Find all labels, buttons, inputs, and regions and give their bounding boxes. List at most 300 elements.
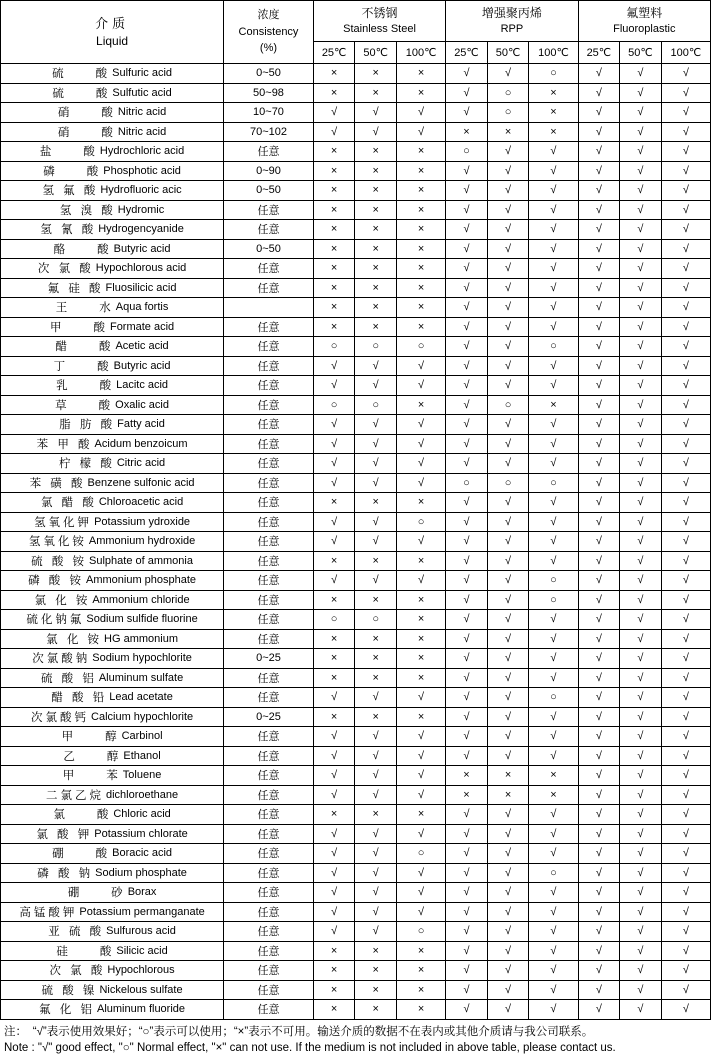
- rating-cell: √: [313, 434, 355, 454]
- liquid-name-cell: [1, 824, 224, 844]
- rating-cell: √: [355, 512, 397, 532]
- material-2-cn: 氟塑料: [626, 5, 663, 20]
- table-row: [1, 278, 711, 298]
- rating-cell: √: [446, 200, 488, 220]
- rating-cell: ○: [355, 337, 397, 357]
- liquid-name-cell: [1, 415, 224, 435]
- rating-cell: √: [620, 571, 662, 591]
- rating-cell: ○: [529, 688, 578, 708]
- rating-cell: √: [487, 278, 529, 298]
- rating-cell: √: [487, 434, 529, 454]
- rating-cell: √: [661, 493, 710, 513]
- liquid-name-en: Fluosilicic acid: [105, 281, 177, 294]
- rating-cell: √: [446, 239, 488, 259]
- material-1-en: RPP: [500, 22, 524, 35]
- rating-cell: √: [313, 922, 355, 942]
- rating-cell: √: [446, 298, 488, 318]
- rating-cell: √: [446, 590, 488, 610]
- consistency-cell: 0~50: [224, 64, 314, 84]
- liquid-name-en: Toluene: [122, 769, 162, 782]
- table-row: [1, 707, 711, 727]
- liquid-name-cell: [1, 532, 224, 552]
- rating-cell: ×: [313, 142, 355, 162]
- table-row: [1, 610, 711, 630]
- rating-cell: √: [487, 1000, 529, 1020]
- rating-cell: ×: [396, 493, 445, 513]
- liquid-name-en: Benzene sulfonic acid: [87, 476, 195, 489]
- rating-cell: √: [487, 980, 529, 1000]
- rating-cell: √: [661, 434, 710, 454]
- rating-cell: √: [578, 512, 620, 532]
- liquid-name-cn: 氢 氟 酸: [42, 185, 99, 198]
- rating-cell: ×: [355, 142, 397, 162]
- rating-cell: ×: [487, 766, 529, 786]
- rating-cell: ×: [355, 161, 397, 181]
- rating-cell: √: [578, 259, 620, 279]
- rating-cell: √: [578, 142, 620, 162]
- rating-cell: √: [661, 824, 710, 844]
- consistency-cell: 任意: [224, 356, 314, 376]
- table-row: [1, 1000, 711, 1020]
- rating-cell: √: [620, 493, 662, 513]
- rating-cell: ×: [396, 805, 445, 825]
- rating-cell: √: [446, 863, 488, 883]
- rating-cell: ×: [396, 161, 445, 181]
- table-row: [1, 824, 711, 844]
- rating-cell: √: [487, 142, 529, 162]
- rating-cell: √: [529, 239, 578, 259]
- rating-cell: √: [661, 688, 710, 708]
- rating-cell: √: [661, 707, 710, 727]
- rating-cell: √: [620, 961, 662, 981]
- consistency-cell: 任意: [224, 629, 314, 649]
- rating-cell: √: [578, 181, 620, 201]
- table-row: [1, 200, 711, 220]
- rating-cell: √: [578, 83, 620, 103]
- rating-cell: √: [661, 571, 710, 591]
- liquid-name-cell: [1, 83, 224, 103]
- liquid-name-en: Hypochlorous acid: [95, 262, 187, 275]
- table-row: [1, 727, 711, 747]
- rating-cell: √: [446, 688, 488, 708]
- liquid-name-cn: 硅 酸: [56, 945, 115, 958]
- rating-cell: √: [620, 766, 662, 786]
- rating-cell: √: [661, 415, 710, 435]
- rating-cell: √: [578, 766, 620, 786]
- table-row: [1, 142, 711, 162]
- consistency-cell: 任意: [224, 454, 314, 474]
- liquid-name-en: Oxalic acid: [115, 398, 169, 411]
- liquid-name-cell: [1, 395, 224, 415]
- rating-cell: √: [446, 278, 488, 298]
- consistency-cell: 50~98: [224, 83, 314, 103]
- liquid-name-cell: [1, 259, 224, 279]
- liquid-name-cn: 苯 磺 酸: [29, 477, 86, 490]
- rating-cell: ×: [313, 83, 355, 103]
- rating-cell: √: [396, 415, 445, 435]
- liquid-name-cn: 硝 酸: [57, 107, 116, 120]
- rating-cell: √: [620, 532, 662, 552]
- header-material-rpp: [446, 1, 578, 42]
- liquid-name-cn: 氢氧化钾: [34, 516, 93, 529]
- liquid-name-cn: 氢氧化铵: [28, 536, 87, 549]
- liquid-name-cn: 甲 酸: [49, 321, 108, 334]
- rating-cell: ×: [446, 766, 488, 786]
- rating-cell: √: [578, 434, 620, 454]
- header-temp-1-2: 100℃: [529, 41, 578, 63]
- rating-cell: √: [661, 317, 710, 337]
- rating-cell: √: [529, 356, 578, 376]
- rating-cell: √: [620, 122, 662, 142]
- rating-cell: √: [313, 532, 355, 552]
- liquid-name-cell: [1, 317, 224, 337]
- rating-cell: ×: [396, 83, 445, 103]
- rating-cell: √: [487, 532, 529, 552]
- rating-cell: √: [396, 122, 445, 142]
- liquid-name-cn: 氯 酸: [53, 809, 112, 822]
- rating-cell: √: [620, 434, 662, 454]
- rating-cell: √: [529, 1000, 578, 1020]
- rating-cell: √: [355, 727, 397, 747]
- rating-cell: √: [578, 883, 620, 903]
- rating-cell: ×: [313, 629, 355, 649]
- rating-cell: √: [578, 473, 620, 493]
- rating-cell: √: [661, 883, 710, 903]
- liquid-name-en: dichloroethane: [105, 788, 179, 801]
- liquid-name-cn: 硫 酸 铝: [40, 672, 97, 685]
- rating-cell: √: [661, 980, 710, 1000]
- rating-cell: ×: [313, 220, 355, 240]
- rating-cell: √: [661, 844, 710, 864]
- rating-cell: √: [446, 532, 488, 552]
- rating-cell: √: [661, 922, 710, 942]
- liquid-name-en: Butyric acid: [113, 359, 171, 372]
- liquid-name-cn: 磷 酸: [43, 165, 102, 178]
- liquid-name-cn: 氯 酸 钾: [36, 828, 93, 841]
- liquid-name-cell: [1, 766, 224, 786]
- liquid-name-en: Hydrochloric acid: [99, 145, 185, 158]
- rating-cell: ×: [355, 707, 397, 727]
- rating-cell: ×: [313, 493, 355, 513]
- table-row: [1, 220, 711, 240]
- table-row: [1, 512, 711, 532]
- liquid-name-cn: 脂 肪 酸: [59, 419, 116, 432]
- rating-cell: √: [487, 883, 529, 903]
- table-row: [1, 395, 711, 415]
- rating-cell: √: [446, 454, 488, 474]
- rating-cell: √: [355, 376, 397, 396]
- rating-cell: √: [487, 805, 529, 825]
- rating-cell: √: [446, 610, 488, 630]
- rating-cell: ×: [355, 668, 397, 688]
- liquid-name-cell: [1, 473, 224, 493]
- rating-cell: ×: [396, 961, 445, 981]
- rating-cell: √: [661, 239, 710, 259]
- rating-cell: √: [446, 805, 488, 825]
- rating-cell: √: [487, 571, 529, 591]
- rating-cell: √: [529, 902, 578, 922]
- rating-cell: √: [578, 590, 620, 610]
- consistency-cell: 任意: [224, 473, 314, 493]
- rating-cell: √: [446, 181, 488, 201]
- rating-cell: ×: [396, 278, 445, 298]
- liquid-name-cell: [1, 103, 224, 123]
- rating-cell: √: [578, 337, 620, 357]
- rating-cell: √: [313, 883, 355, 903]
- rating-cell: √: [620, 64, 662, 84]
- table-row: [1, 902, 711, 922]
- liquid-name-cell: [1, 727, 224, 747]
- rating-cell: √: [620, 454, 662, 474]
- rating-cell: √: [661, 668, 710, 688]
- rating-cell: √: [620, 356, 662, 376]
- liquid-name-en: Chloroacetic acid: [98, 496, 184, 509]
- table-row: [1, 415, 711, 435]
- rating-cell: √: [355, 454, 397, 474]
- rating-cell: √: [487, 200, 529, 220]
- rating-cell: ×: [396, 980, 445, 1000]
- rating-cell: ×: [313, 961, 355, 981]
- rating-cell: √: [355, 844, 397, 864]
- consistency-cell: 任意: [224, 571, 314, 591]
- rating-cell: ○: [487, 103, 529, 123]
- liquid-name-cn: 硫 酸: [52, 68, 111, 81]
- rating-cell: √: [487, 259, 529, 279]
- rating-cell: ×: [355, 220, 397, 240]
- rating-cell: √: [578, 1000, 620, 1020]
- liquid-name-cn: 柠 檬 酸: [58, 458, 115, 471]
- liquid-name-cell: [1, 805, 224, 825]
- consistency-cell: 0~50: [224, 239, 314, 259]
- rating-cell: √: [487, 493, 529, 513]
- liquid-name-cell: [1, 980, 224, 1000]
- rating-cell: √: [529, 922, 578, 942]
- liquid-name-en: Lead acetate: [109, 691, 173, 704]
- rating-cell: √: [661, 629, 710, 649]
- rating-cell: √: [620, 863, 662, 883]
- rating-cell: √: [396, 746, 445, 766]
- liquid-name-en: Citric acid: [116, 457, 166, 470]
- liquid-name-cell: [1, 434, 224, 454]
- rating-cell: √: [396, 688, 445, 708]
- rating-cell: √: [313, 766, 355, 786]
- consistency-cell: 任意: [224, 512, 314, 532]
- rating-cell: √: [446, 337, 488, 357]
- liquid-name-cell: [1, 668, 224, 688]
- rating-cell: ○: [487, 395, 529, 415]
- table-row: [1, 961, 711, 981]
- liquid-name-cn: 盐 酸: [39, 146, 98, 159]
- rating-cell: ×: [396, 551, 445, 571]
- rating-cell: √: [578, 220, 620, 240]
- rating-cell: √: [620, 883, 662, 903]
- rating-cell: ×: [529, 122, 578, 142]
- header-material-stainless-steel: [313, 1, 445, 42]
- rating-cell: √: [620, 746, 662, 766]
- rating-cell: √: [446, 415, 488, 435]
- rating-cell: ×: [313, 590, 355, 610]
- rating-cell: √: [529, 142, 578, 162]
- rating-cell: √: [661, 590, 710, 610]
- rating-cell: √: [313, 512, 355, 532]
- rating-cell: ○: [529, 590, 578, 610]
- rating-cell: ×: [355, 551, 397, 571]
- rating-cell: ×: [355, 493, 397, 513]
- consistency-cell: [224, 298, 314, 318]
- rating-cell: √: [620, 142, 662, 162]
- consistency-cell: 任意: [224, 278, 314, 298]
- rating-cell: ×: [396, 220, 445, 240]
- rating-cell: √: [620, 395, 662, 415]
- rating-cell: √: [487, 181, 529, 201]
- rating-cell: √: [487, 337, 529, 357]
- liquid-name-en: Ethanol: [123, 749, 161, 762]
- rating-cell: √: [313, 727, 355, 747]
- rating-cell: √: [396, 454, 445, 474]
- liquid-name-en: Butyric acid: [113, 242, 171, 255]
- rating-cell: √: [313, 415, 355, 435]
- rating-cell: √: [620, 337, 662, 357]
- rating-cell: √: [620, 278, 662, 298]
- liquid-name-en: Borax: [127, 886, 157, 899]
- table-row: [1, 766, 711, 786]
- rating-cell: ×: [313, 239, 355, 259]
- consistency-cell: 任意: [224, 337, 314, 357]
- rating-cell: ×: [355, 239, 397, 259]
- rating-cell: √: [578, 629, 620, 649]
- rating-cell: √: [620, 688, 662, 708]
- rating-cell: √: [578, 805, 620, 825]
- consistency-cell: 任意: [224, 259, 314, 279]
- rating-cell: √: [661, 727, 710, 747]
- consistency-cell: 任意: [224, 532, 314, 552]
- rating-cell: √: [396, 103, 445, 123]
- consistency-cell: 任意: [224, 1000, 314, 1020]
- liquid-name-cn: 硝 酸: [57, 126, 116, 139]
- rating-cell: √: [446, 317, 488, 337]
- rating-cell: √: [529, 649, 578, 669]
- table-row: [1, 376, 711, 396]
- rating-cell: √: [620, 415, 662, 435]
- rating-cell: √: [578, 688, 620, 708]
- table-row: [1, 356, 711, 376]
- liquid-name-cn: 氢 溴 酸: [59, 204, 116, 217]
- rating-cell: ×: [396, 629, 445, 649]
- rating-cell: √: [529, 317, 578, 337]
- liquid-name-en: Sodium phosphate: [95, 866, 187, 879]
- rating-cell: ×: [313, 980, 355, 1000]
- rating-cell: √: [529, 746, 578, 766]
- consistency-cell: 任意: [224, 941, 314, 961]
- liquid-name-cn: 硫 酸 镍: [41, 984, 98, 997]
- liquid-name-cell: [1, 356, 224, 376]
- liquid-name-cn: 磷 酸 铵: [28, 575, 84, 588]
- liquid-name-cn: 二氯乙烷: [45, 789, 104, 802]
- liquid-name-cn: 次 氯 酸: [37, 263, 94, 276]
- rating-cell: √: [396, 824, 445, 844]
- header-temp-2-0: 25℃: [578, 41, 620, 63]
- rating-cell: ○: [529, 571, 578, 591]
- rating-cell: ×: [313, 707, 355, 727]
- table-row: [1, 64, 711, 84]
- rating-cell: √: [620, 220, 662, 240]
- liquid-name-cell: [1, 610, 224, 630]
- consistency-cell: 任意: [224, 883, 314, 903]
- table-row: [1, 298, 711, 318]
- liquid-name-cn: 硫 酸 铵: [31, 555, 88, 568]
- table-row: [1, 83, 711, 103]
- table-row: [1, 785, 711, 805]
- rating-cell: ×: [355, 278, 397, 298]
- rating-cell: √: [620, 727, 662, 747]
- liquid-name-en: Nitric acid: [117, 106, 167, 119]
- liquid-name-cn: 亚 硫 酸: [48, 926, 105, 939]
- note-line-cn: 注： “√”表示使用效果好；“○”表示可以使用；“×”表示不可用。输送介质的数据不在表内或其他介质请与我公司联系。: [4, 1025, 594, 1038]
- header-liquid: [1, 1, 224, 64]
- consistency-cell: 10~70: [224, 103, 314, 123]
- liquid-name-en: Hydromic: [117, 203, 165, 216]
- note-line-en: Note : "√" good effect, "○" Normal effect, "×" can not use. If the medium is not included in above table, please contact us.: [4, 1042, 616, 1055]
- rating-cell: √: [446, 161, 488, 181]
- liquid-name-en: HG ammonium: [104, 632, 178, 645]
- rating-cell: √: [661, 1000, 710, 1020]
- liquid-name-cell: [1, 376, 224, 396]
- liquid-name-cn: 硫 酸: [52, 87, 111, 100]
- rating-cell: ×: [313, 649, 355, 669]
- rating-cell: √: [355, 902, 397, 922]
- rating-cell: √: [620, 610, 662, 630]
- liquid-name-en: Aluminum fluoride: [96, 1003, 186, 1016]
- rating-cell: √: [661, 473, 710, 493]
- rating-cell: √: [355, 688, 397, 708]
- rating-cell: √: [446, 83, 488, 103]
- rating-cell: ×: [313, 317, 355, 337]
- rating-cell: ×: [355, 1000, 397, 1020]
- rating-cell: √: [446, 220, 488, 240]
- rating-cell: √: [578, 376, 620, 396]
- rating-cell: √: [661, 512, 710, 532]
- rating-cell: √: [529, 824, 578, 844]
- table-row: [1, 493, 711, 513]
- rating-cell: √: [355, 103, 397, 123]
- rating-cell: √: [487, 824, 529, 844]
- header-temp-0-1: 50℃: [355, 41, 397, 63]
- rating-cell: √: [578, 493, 620, 513]
- liquid-name-cn: 醋 酸: [55, 341, 114, 354]
- rating-cell: ×: [396, 200, 445, 220]
- liquid-name-cn: 高锰酸钾: [19, 906, 78, 919]
- consistency-cell: 任意: [224, 415, 314, 435]
- rating-cell: ○: [529, 473, 578, 493]
- rating-cell: ×: [396, 142, 445, 162]
- liquid-name-cell: [1, 278, 224, 298]
- rating-cell: √: [529, 220, 578, 240]
- liquid-name-cell: [1, 571, 224, 591]
- liquid-name-cell: [1, 142, 224, 162]
- rating-cell: √: [529, 434, 578, 454]
- rating-cell: √: [487, 707, 529, 727]
- rating-cell: ×: [396, 181, 445, 201]
- rating-cell: √: [620, 200, 662, 220]
- liquid-name-cn: 氯 化 铵: [46, 633, 103, 646]
- liquid-name-cell: [1, 1000, 224, 1020]
- rating-cell: √: [355, 532, 397, 552]
- rating-cell: √: [313, 454, 355, 474]
- rating-cell: √: [487, 746, 529, 766]
- liquid-name-cell: [1, 590, 224, 610]
- rating-cell: √: [313, 824, 355, 844]
- rating-cell: √: [620, 1000, 662, 1020]
